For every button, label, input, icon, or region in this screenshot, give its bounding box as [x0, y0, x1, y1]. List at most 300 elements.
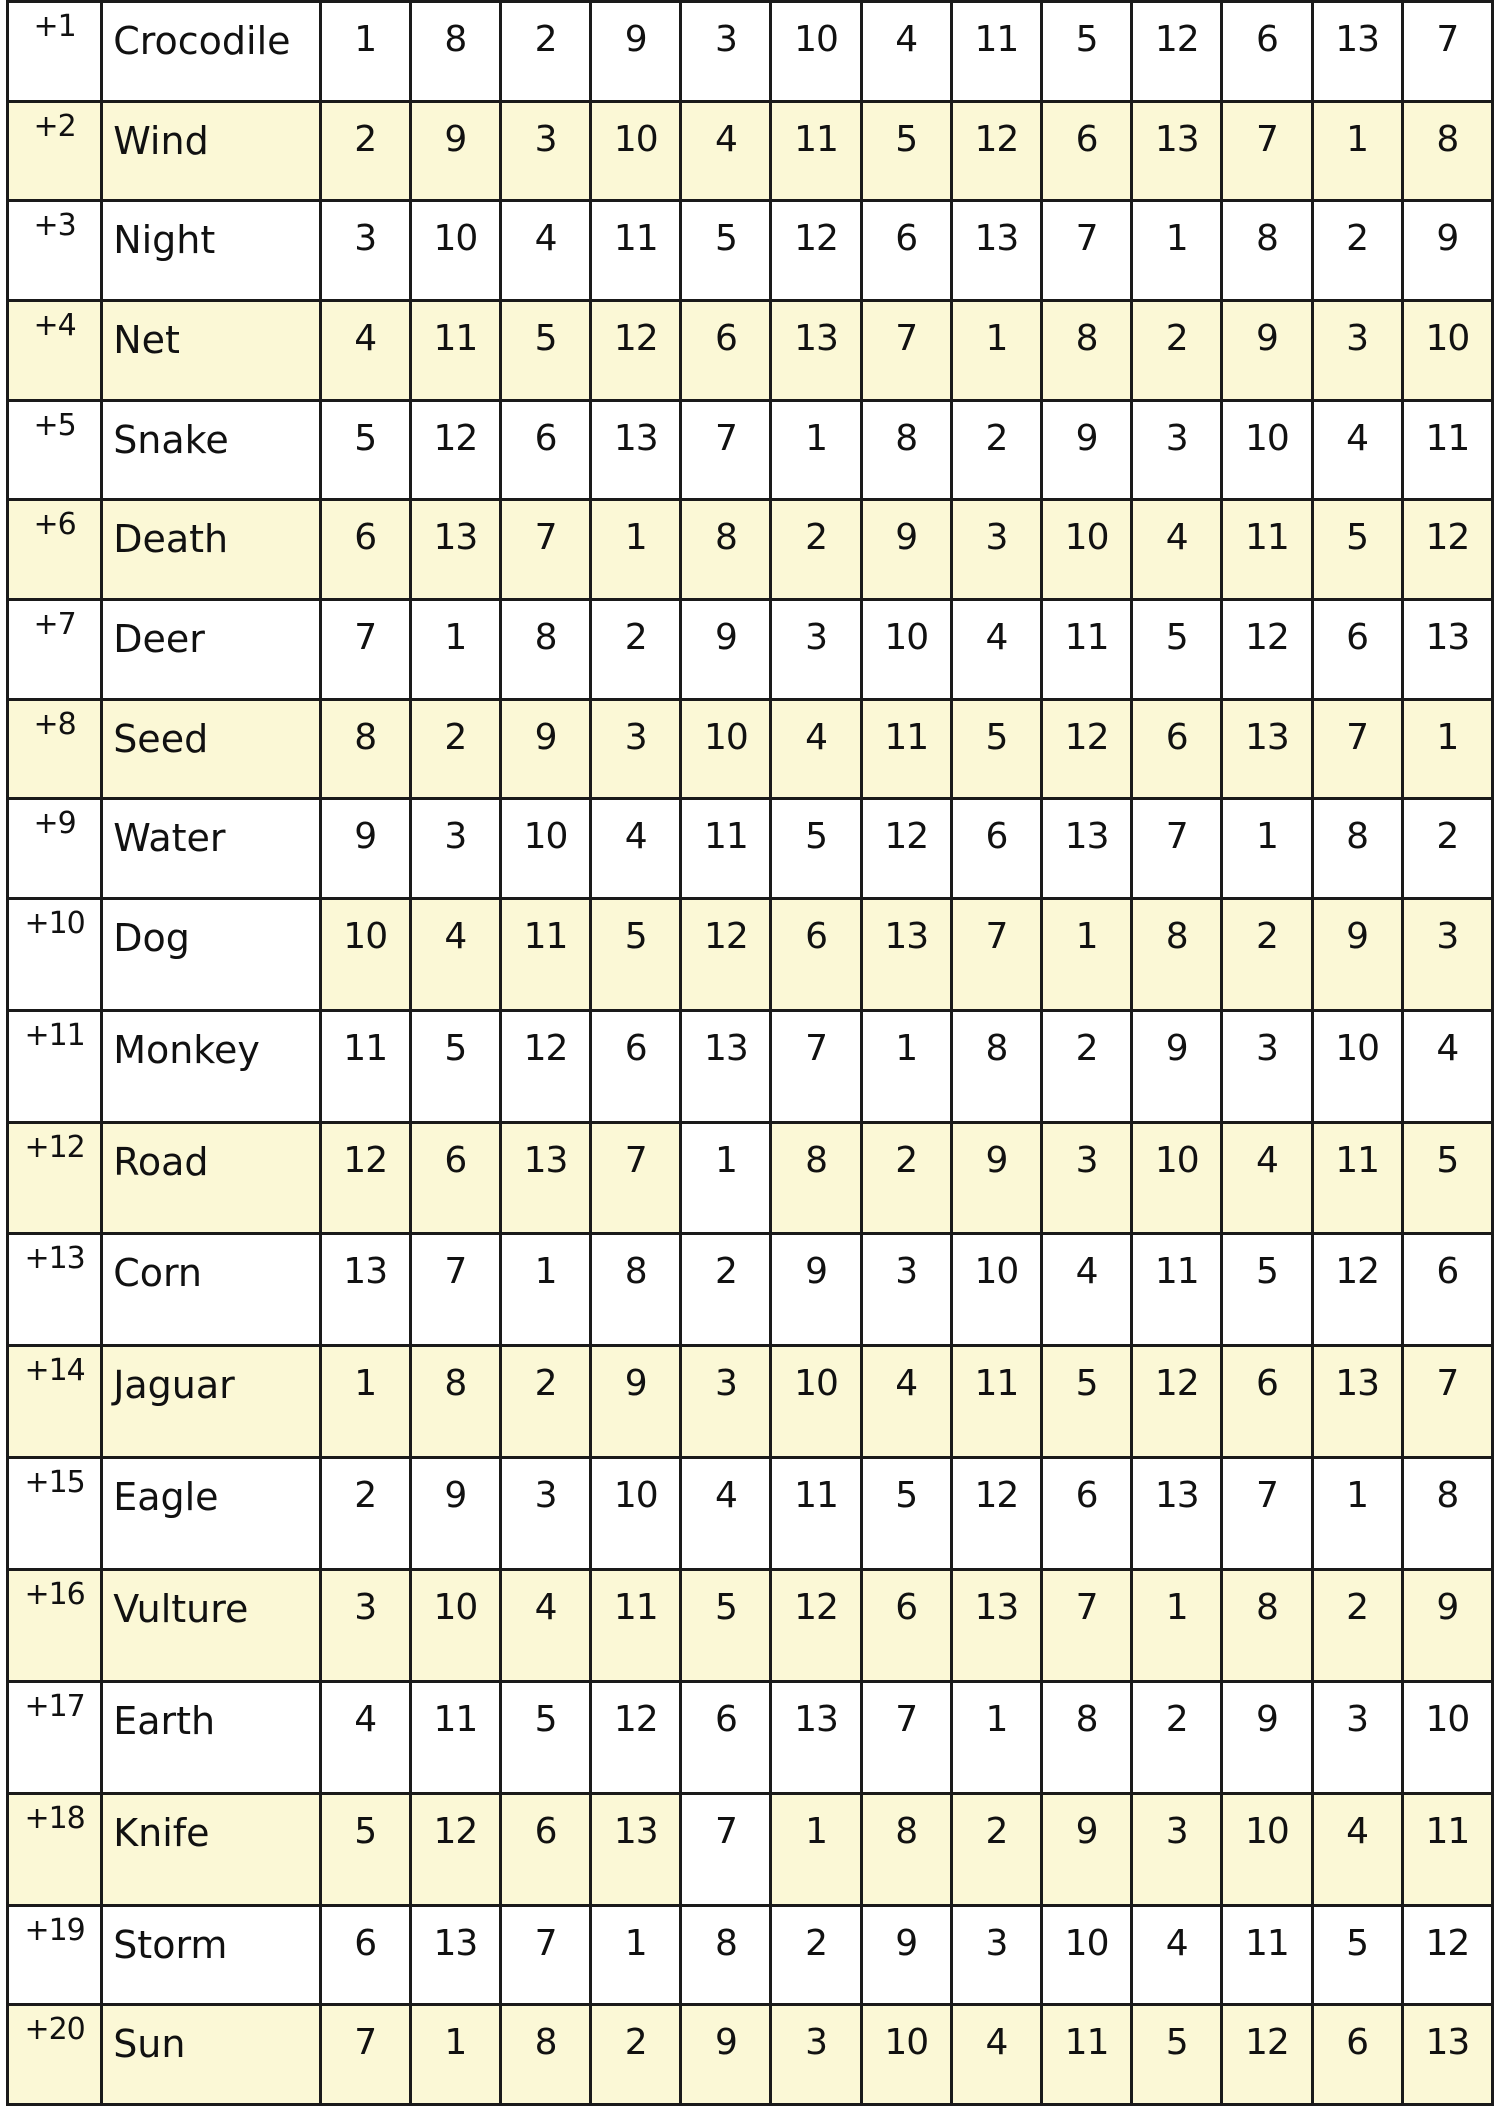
trecena-number-cell: 9 — [1222, 300, 1312, 400]
trecena-number-cell: 1 — [771, 400, 861, 500]
trecena-number-cell: 6 — [500, 400, 590, 500]
table-row — [8, 400, 1493, 500]
trecena-number-cell: 13 — [1402, 2005, 1492, 2105]
trecena-number-cell: 3 — [1132, 400, 1222, 500]
day-sign-name: Dog — [102, 898, 320, 1010]
trecena-number-cell: 2 — [591, 599, 681, 699]
table-row — [8, 101, 1493, 201]
trecena-number-cell: 11 — [410, 300, 500, 400]
trecena-number-cell: 8 — [500, 599, 590, 699]
trecena-number-cell: 7 — [500, 1905, 590, 2005]
trecena-number-cell: 9 — [1042, 400, 1132, 500]
trecena-number-cell: 4 — [1312, 400, 1402, 500]
trecena-number-cell: 7 — [1402, 1346, 1492, 1458]
trecena-number-cell: 12 — [1402, 500, 1492, 600]
trecena-number-cell: 9 — [861, 1905, 951, 2005]
trecena-number-cell: 3 — [500, 101, 590, 201]
day-offset: +19 — [8, 1905, 102, 2005]
trecena-number-cell: 2 — [1042, 1010, 1132, 1122]
trecena-number-cell: 3 — [861, 1234, 951, 1346]
trecena-number-cell: 7 — [1222, 101, 1312, 201]
trecena-number-cell: 2 — [410, 699, 500, 799]
trecena-number-cell: 1 — [1042, 898, 1132, 1010]
trecena-number-cell: 6 — [771, 898, 861, 1010]
trecena-number-cell: 6 — [410, 1122, 500, 1234]
trecena-number-cell: 3 — [1132, 1793, 1222, 1905]
calendar-table-container — [6, 0, 1494, 2106]
trecena-number-cell: 1 — [591, 500, 681, 600]
table-row — [8, 500, 1493, 600]
day-sign-name: Snake — [102, 400, 320, 500]
trecena-number-cell: 4 — [1132, 500, 1222, 600]
trecena-number-cell: 9 — [1402, 1570, 1492, 1682]
trecena-number-cell: 10 — [1042, 1905, 1132, 2005]
trecena-number-cell: 4 — [861, 2, 951, 102]
trecena-number-cell: 9 — [771, 1234, 861, 1346]
day-sign-name: Water — [102, 799, 320, 899]
table-row — [8, 201, 1493, 301]
trecena-number-cell: 13 — [1402, 599, 1492, 699]
trecena-number-cell: 8 — [320, 699, 410, 799]
trecena-number-cell: 10 — [1042, 500, 1132, 600]
trecena-number-cell: 11 — [500, 898, 590, 1010]
trecena-number-cell: 8 — [1132, 898, 1222, 1010]
trecena-number-cell: 12 — [1222, 599, 1312, 699]
trecena-number-cell: 5 — [1222, 1234, 1312, 1346]
day-offset: +2 — [8, 101, 102, 201]
trecena-number-cell: 3 — [1402, 898, 1492, 1010]
table-row — [8, 1346, 1493, 1458]
trecena-number-cell: 7 — [320, 2005, 410, 2105]
trecena-number-cell: 1 — [1132, 1570, 1222, 1682]
trecena-number-cell: 12 — [591, 1681, 681, 1793]
trecena-number-cell: 4 — [1222, 1122, 1312, 1234]
trecena-number-cell: 8 — [1042, 1681, 1132, 1793]
trecena-number-cell: 9 — [410, 101, 500, 201]
trecena-number-cell: 6 — [1132, 699, 1222, 799]
table-row — [8, 1793, 1493, 1905]
trecena-number-cell: 4 — [410, 898, 500, 1010]
day-sign-name: Eagle — [102, 1458, 320, 1570]
trecena-number-cell: 13 — [591, 400, 681, 500]
trecena-number-cell: 12 — [410, 1793, 500, 1905]
trecena-number-cell: 1 — [320, 2, 410, 102]
trecena-number-cell: 6 — [1222, 1346, 1312, 1458]
trecena-number-cell: 4 — [591, 799, 681, 899]
day-sign-name: Death — [102, 500, 320, 600]
trecena-number-cell: 7 — [1312, 699, 1402, 799]
trecena-number-cell: 10 — [1312, 1010, 1402, 1122]
trecena-number-cell: 5 — [320, 400, 410, 500]
trecena-number-cell: 3 — [1042, 1122, 1132, 1234]
trecena-number-cell: 6 — [951, 799, 1041, 899]
day-offset: +9 — [8, 799, 102, 899]
table-row — [8, 1681, 1493, 1793]
trecena-number-cell: 9 — [320, 799, 410, 899]
trecena-number-cell: 11 — [771, 1458, 861, 1570]
day-sign-name: Night — [102, 201, 320, 301]
trecena-number-cell: 10 — [410, 1570, 500, 1682]
trecena-number-cell: 11 — [681, 799, 771, 899]
trecena-number-cell: 13 — [320, 1234, 410, 1346]
trecena-number-cell: 9 — [1042, 1793, 1132, 1905]
trecena-number-cell: 4 — [861, 1346, 951, 1458]
trecena-number-cell: 7 — [681, 400, 771, 500]
day-sign-name: Road — [102, 1122, 320, 1234]
trecena-number-cell: 7 — [1222, 1458, 1312, 1570]
trecena-number-cell: 3 — [771, 599, 861, 699]
trecena-number-cell: 5 — [861, 101, 951, 201]
trecena-number-cell: 1 — [410, 2005, 500, 2105]
trecena-number-cell: 2 — [320, 1458, 410, 1570]
trecena-number-cell: 9 — [1132, 1010, 1222, 1122]
trecena-number-cell: 7 — [951, 898, 1041, 1010]
trecena-number-cell: 9 — [681, 599, 771, 699]
trecena-number-cell: 5 — [410, 1010, 500, 1122]
day-offset: +18 — [8, 1793, 102, 1905]
trecena-number-cell: 1 — [591, 1905, 681, 2005]
trecena-number-cell: 1 — [1312, 1458, 1402, 1570]
trecena-number-cell: 1 — [861, 1010, 951, 1122]
trecena-number-cell: 13 — [410, 1905, 500, 2005]
trecena-number-cell: 1 — [1312, 101, 1402, 201]
trecena-number-cell: 13 — [771, 300, 861, 400]
trecena-number-cell: 12 — [410, 400, 500, 500]
trecena-number-cell: 7 — [1042, 1570, 1132, 1682]
trecena-number-cell: 13 — [1312, 2, 1402, 102]
trecena-number-cell: 1 — [681, 1122, 771, 1234]
trecena-number-cell: 13 — [681, 1010, 771, 1122]
trecena-number-cell: 8 — [861, 400, 951, 500]
trecena-number-cell: 6 — [500, 1793, 590, 1905]
trecena-number-cell: 2 — [500, 1346, 590, 1458]
trecena-number-cell: 4 — [320, 300, 410, 400]
trecena-number-cell: 2 — [681, 1234, 771, 1346]
trecena-number-cell: 2 — [771, 500, 861, 600]
calendar-table-body — [8, 2, 1493, 2105]
trecena-number-cell: 5 — [861, 1458, 951, 1570]
day-sign-name: Vulture — [102, 1570, 320, 1682]
trecena-number-cell: 3 — [951, 1905, 1041, 2005]
trecena-number-cell: 9 — [1222, 1681, 1312, 1793]
trecena-number-cell: 6 — [861, 1570, 951, 1682]
trecena-number-cell: 5 — [1132, 2005, 1222, 2105]
trecena-number-cell: 11 — [771, 101, 861, 201]
trecena-number-cell: 5 — [681, 201, 771, 301]
trecena-number-cell: 12 — [1132, 2, 1222, 102]
trecena-number-cell: 11 — [1042, 599, 1132, 699]
trecena-number-cell: 4 — [1312, 1793, 1402, 1905]
trecena-number-cell: 13 — [861, 898, 951, 1010]
table-row — [8, 300, 1493, 400]
day-offset: +14 — [8, 1346, 102, 1458]
trecena-number-cell: 12 — [681, 898, 771, 1010]
trecena-number-cell: 10 — [320, 898, 410, 1010]
trecena-number-cell: 6 — [861, 201, 951, 301]
trecena-number-cell: 11 — [591, 201, 681, 301]
table-row — [8, 2005, 1493, 2105]
trecena-number-cell: 3 — [500, 1458, 590, 1570]
trecena-number-cell: 11 — [1042, 2005, 1132, 2105]
trecena-number-cell: 9 — [591, 1346, 681, 1458]
trecena-number-cell: 1 — [1402, 699, 1492, 799]
day-sign-name: Net — [102, 300, 320, 400]
trecena-number-cell: 10 — [1132, 1122, 1222, 1234]
day-offset: +3 — [8, 201, 102, 301]
trecena-number-cell: 10 — [1402, 300, 1492, 400]
trecena-number-cell: 10 — [410, 201, 500, 301]
table-row — [8, 1458, 1493, 1570]
trecena-number-cell: 4 — [681, 101, 771, 201]
day-sign-name: Wind — [102, 101, 320, 201]
day-offset: +15 — [8, 1458, 102, 1570]
trecena-number-cell: 1 — [500, 1234, 590, 1346]
trecena-number-cell: 4 — [1042, 1234, 1132, 1346]
trecena-number-cell: 7 — [861, 1681, 951, 1793]
day-offset: +1 — [8, 2, 102, 102]
trecena-number-cell: 3 — [591, 699, 681, 799]
trecena-number-cell: 5 — [1312, 1905, 1402, 2005]
trecena-number-cell: 10 — [861, 2005, 951, 2105]
trecena-number-cell: 5 — [1312, 500, 1402, 600]
day-offset: +20 — [8, 2005, 102, 2105]
trecena-number-cell: 12 — [1402, 1905, 1492, 2005]
trecena-number-cell: 6 — [320, 500, 410, 600]
day-offset: +11 — [8, 1010, 102, 1122]
trecena-number-cell: 1 — [771, 1793, 861, 1905]
day-sign-name: Seed — [102, 699, 320, 799]
trecena-number-cell: 13 — [410, 500, 500, 600]
trecena-number-cell: 7 — [320, 599, 410, 699]
trecena-number-cell: 2 — [1222, 898, 1312, 1010]
day-offset: +8 — [8, 699, 102, 799]
trecena-number-cell: 11 — [861, 699, 951, 799]
trecena-number-cell: 3 — [320, 201, 410, 301]
table-row — [8, 1122, 1493, 1234]
trecena-number-cell: 9 — [410, 1458, 500, 1570]
trecena-number-cell: 4 — [681, 1458, 771, 1570]
table-row — [8, 1905, 1493, 2005]
trecena-number-cell: 11 — [951, 1346, 1041, 1458]
trecena-number-cell: 11 — [1222, 1905, 1312, 2005]
trecena-number-cell: 8 — [1402, 1458, 1492, 1570]
trecena-number-cell: 2 — [951, 1793, 1041, 1905]
trecena-number-cell: 11 — [1402, 400, 1492, 500]
trecena-number-cell: 5 — [500, 1681, 590, 1793]
trecena-number-cell: 13 — [591, 1793, 681, 1905]
trecena-number-cell: 6 — [1312, 2005, 1402, 2105]
day-sign-name: Crocodile — [102, 2, 320, 102]
trecena-number-cell: 7 — [1402, 2, 1492, 102]
trecena-number-cell: 11 — [1132, 1234, 1222, 1346]
trecena-number-cell: 3 — [1312, 1681, 1402, 1793]
trecena-number-cell: 4 — [951, 599, 1041, 699]
trecena-number-cell: 11 — [591, 1570, 681, 1682]
trecena-number-cell: 8 — [1402, 101, 1492, 201]
day-sign-name: Deer — [102, 599, 320, 699]
trecena-number-cell: 2 — [1132, 300, 1222, 400]
trecena-number-cell: 8 — [951, 1010, 1041, 1122]
day-sign-name: Storm — [102, 1905, 320, 2005]
trecena-number-cell: 9 — [500, 699, 590, 799]
trecena-number-cell: 8 — [591, 1234, 681, 1346]
trecena-number-cell: 12 — [1042, 699, 1132, 799]
trecena-number-cell: 5 — [591, 898, 681, 1010]
day-offset: +4 — [8, 300, 102, 400]
trecena-number-cell: 2 — [1132, 1681, 1222, 1793]
trecena-number-cell: 12 — [1132, 1346, 1222, 1458]
trecena-number-cell: 11 — [951, 2, 1041, 102]
trecena-number-cell: 5 — [1042, 2, 1132, 102]
table-row — [8, 1234, 1493, 1346]
trecena-number-cell: 8 — [1222, 1570, 1312, 1682]
trecena-number-cell: 4 — [1132, 1905, 1222, 2005]
trecena-number-cell: 11 — [1312, 1122, 1402, 1234]
trecena-number-cell: 9 — [1402, 201, 1492, 301]
trecena-number-cell: 5 — [771, 799, 861, 899]
trecena-number-cell: 12 — [1312, 1234, 1402, 1346]
trecena-number-cell: 8 — [410, 1346, 500, 1458]
trecena-number-cell: 3 — [951, 500, 1041, 600]
trecena-number-cell: 2 — [320, 101, 410, 201]
table-row — [8, 699, 1493, 799]
trecena-number-cell: 9 — [861, 500, 951, 600]
day-offset: +13 — [8, 1234, 102, 1346]
trecena-number-cell: 7 — [1042, 201, 1132, 301]
trecena-number-cell: 9 — [591, 2, 681, 102]
trecena-number-cell: 10 — [1222, 400, 1312, 500]
trecena-number-cell: 7 — [591, 1122, 681, 1234]
trecena-number-cell: 11 — [320, 1010, 410, 1122]
trecena-number-cell: 2 — [771, 1905, 861, 2005]
trecena-number-cell: 7 — [861, 300, 951, 400]
trecena-number-cell: 12 — [500, 1010, 590, 1122]
table-row — [8, 799, 1493, 899]
trecena-number-cell: 10 — [1222, 1793, 1312, 1905]
trecena-number-cell: 13 — [951, 1570, 1041, 1682]
trecena-number-cell: 10 — [771, 1346, 861, 1458]
trecena-number-cell: 5 — [1042, 1346, 1132, 1458]
trecena-number-cell: 6 — [1312, 599, 1402, 699]
trecena-number-cell: 6 — [320, 1905, 410, 2005]
trecena-number-cell: 1 — [1132, 201, 1222, 301]
trecena-number-cell: 12 — [320, 1122, 410, 1234]
trecena-number-cell: 8 — [500, 2005, 590, 2105]
trecena-number-cell: 2 — [861, 1122, 951, 1234]
trecena-number-cell: 12 — [951, 101, 1041, 201]
trecena-number-cell: 5 — [951, 699, 1041, 799]
day-offset: +12 — [8, 1122, 102, 1234]
day-sign-name: Sun — [102, 2005, 320, 2105]
trecena-number-cell: 1 — [320, 1346, 410, 1458]
trecena-number-cell: 5 — [500, 300, 590, 400]
trecena-number-cell: 8 — [1042, 300, 1132, 400]
trecena-number-cell: 8 — [771, 1122, 861, 1234]
trecena-number-cell: 11 — [1402, 1793, 1492, 1905]
trecena-number-cell: 10 — [861, 599, 951, 699]
trecena-number-cell: 8 — [681, 500, 771, 600]
trecena-number-cell: 12 — [1222, 2005, 1312, 2105]
trecena-number-cell: 13 — [500, 1122, 590, 1234]
trecena-number-cell: 13 — [1132, 101, 1222, 201]
trecena-number-cell: 7 — [500, 500, 590, 600]
trecena-number-cell: 9 — [951, 1122, 1041, 1234]
trecena-number-cell: 1 — [951, 1681, 1041, 1793]
trecena-number-cell: 6 — [1222, 2, 1312, 102]
trecena-number-cell: 12 — [951, 1458, 1041, 1570]
trecena-number-cell: 9 — [1312, 898, 1402, 1010]
trecena-number-cell: 5 — [1402, 1122, 1492, 1234]
trecena-number-cell: 5 — [1132, 599, 1222, 699]
trecena-number-cell: 5 — [681, 1570, 771, 1682]
trecena-number-cell: 7 — [410, 1234, 500, 1346]
table-row — [8, 898, 1493, 1010]
trecena-number-cell: 3 — [681, 1346, 771, 1458]
table-row — [8, 1010, 1493, 1122]
trecena-number-cell: 5 — [320, 1793, 410, 1905]
trecena-number-cell: 8 — [861, 1793, 951, 1905]
trecena-number-cell: 8 — [681, 1905, 771, 2005]
day-sign-name: Jaguar — [102, 1346, 320, 1458]
day-sign-name: Monkey — [102, 1010, 320, 1122]
trecena-number-cell: 1 — [951, 300, 1041, 400]
trecena-number-cell: 3 — [1312, 300, 1402, 400]
trecena-number-cell: 4 — [500, 1570, 590, 1682]
trecena-number-cell: 3 — [771, 2005, 861, 2105]
trecena-number-cell: 4 — [771, 699, 861, 799]
day-offset: +7 — [8, 599, 102, 699]
day-offset: +6 — [8, 500, 102, 600]
day-offset: +16 — [8, 1570, 102, 1682]
trecena-number-cell: 2 — [1312, 201, 1402, 301]
trecena-number-cell: 13 — [1132, 1458, 1222, 1570]
day-sign-name: Knife — [102, 1793, 320, 1905]
trecena-number-cell: 10 — [591, 1458, 681, 1570]
trecena-number-cell: 10 — [500, 799, 590, 899]
trecena-number-cell: 6 — [681, 1681, 771, 1793]
trecena-number-cell: 8 — [410, 2, 500, 102]
trecena-number-cell: 8 — [1312, 799, 1402, 899]
day-sign-name: Earth — [102, 1681, 320, 1793]
trecena-number-cell: 13 — [951, 201, 1041, 301]
trecena-number-cell: 13 — [1312, 1346, 1402, 1458]
trecena-number-cell: 13 — [771, 1681, 861, 1793]
calendar-table — [6, 0, 1494, 2106]
trecena-number-cell: 4 — [500, 201, 590, 301]
trecena-number-cell: 6 — [681, 300, 771, 400]
trecena-number-cell: 10 — [591, 101, 681, 201]
trecena-number-cell: 12 — [861, 799, 951, 899]
trecena-number-cell: 11 — [410, 1681, 500, 1793]
trecena-number-cell: 7 — [1132, 799, 1222, 899]
trecena-number-cell: 9 — [681, 2005, 771, 2105]
trecena-number-cell: 10 — [771, 2, 861, 102]
trecena-number-cell: 12 — [771, 1570, 861, 1682]
trecena-number-cell: 13 — [1222, 699, 1312, 799]
trecena-number-cell: 1 — [410, 599, 500, 699]
day-sign-name: Corn — [102, 1234, 320, 1346]
trecena-number-cell: 3 — [1222, 1010, 1312, 1122]
trecena-number-cell: 6 — [1042, 101, 1132, 201]
table-row — [8, 1570, 1493, 1682]
trecena-number-cell: 12 — [591, 300, 681, 400]
trecena-number-cell: 2 — [1402, 799, 1492, 899]
trecena-number-cell: 3 — [681, 2, 771, 102]
trecena-number-cell: 7 — [771, 1010, 861, 1122]
day-offset: +17 — [8, 1681, 102, 1793]
trecena-number-cell: 6 — [1402, 1234, 1492, 1346]
trecena-number-cell: 6 — [591, 1010, 681, 1122]
